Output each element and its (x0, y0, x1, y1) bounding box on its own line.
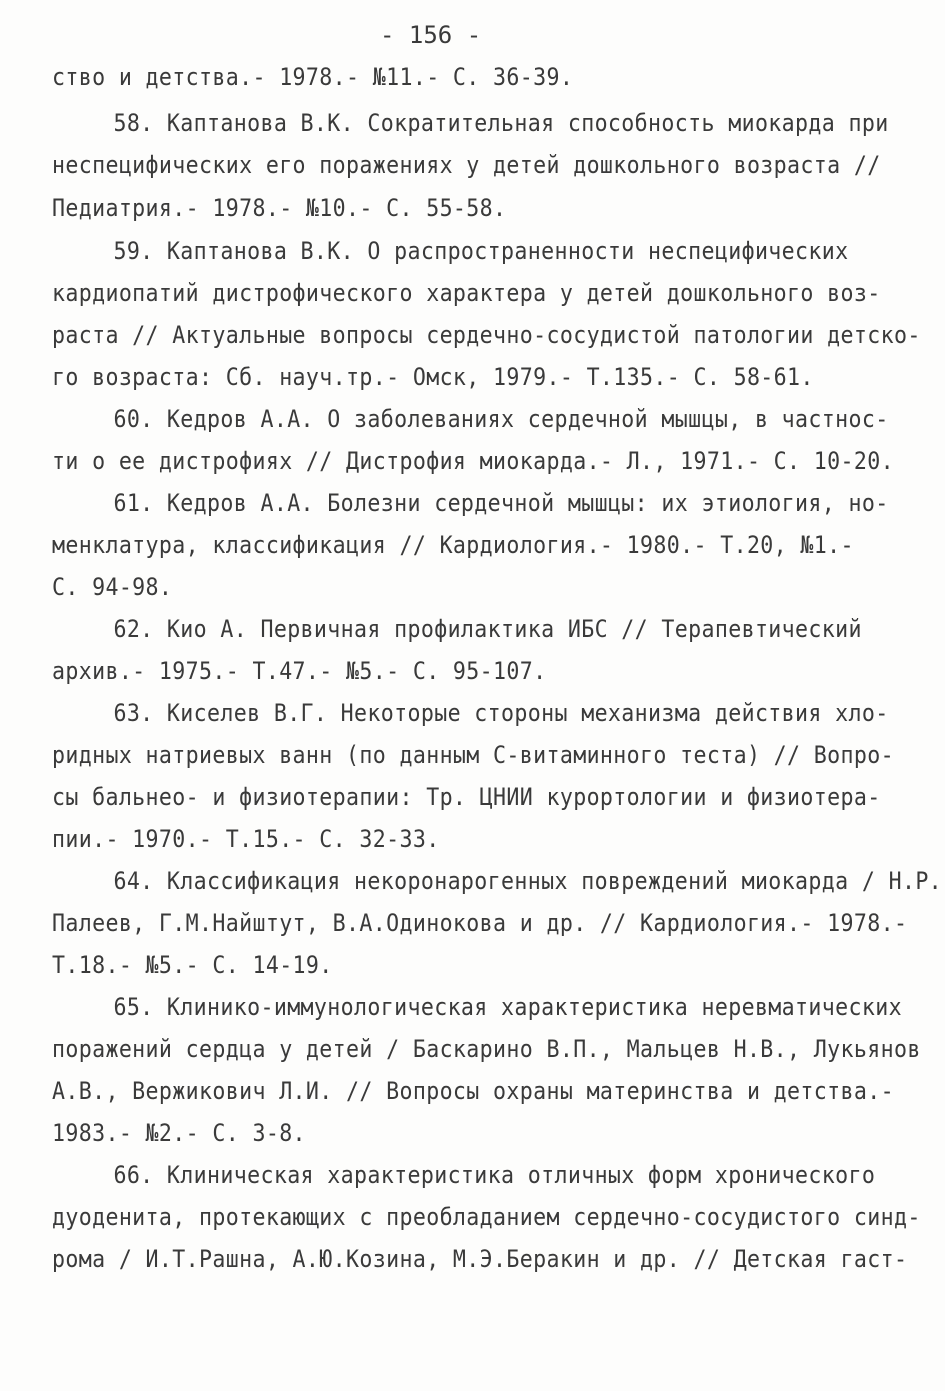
text-line: 64. Классификация некоронарогенных повреждений миокарда / Н.Р. (60, 867, 943, 895)
text-line: раста // Актуальные вопросы сердечно-сосудистой патологии детско- (52, 321, 921, 349)
text-line: неспецифических его поражениях у детей дошкольного возраста // (52, 151, 881, 179)
text-line: ство и детства.- 1978.- №11.- С. 36-39. (52, 63, 574, 91)
text-line: поражений сердца у детей / Баскарино В.П., Мальцев Н.В., Лукьянов (52, 1035, 921, 1063)
text-line: 60. Кедров А.А. О заболеваниях сердечной мышцы, в частнос- (60, 405, 889, 433)
text-line: рома / И.Т.Рашна, А.Ю.Козина, М.Э.Беракин и др. // Детская гаст- (52, 1245, 908, 1273)
text-line: С. 94-98. (52, 573, 173, 601)
text-line: сы бальнео- и физиотерапии: Тр. ЦНИИ курортологии и физиотера- (52, 783, 881, 811)
text-line: 65. Клинико-иммунологическая характеристика неревматических (60, 993, 902, 1021)
text-line: архив.- 1975.- Т.47.- №5.- С. 95-107. (52, 657, 547, 685)
text-line: Педиатрия.- 1978.- №10.- С. 55-58. (52, 194, 507, 222)
text-line: 58. Каптанова В.К. Сократительная способность миокарда при (60, 109, 889, 137)
page-number: - 156 - (380, 21, 482, 49)
text-line: пии.- 1970.- Т.15.- С. 32-33. (52, 825, 440, 853)
text-line: менклатура, классификация // Кардиология.- 1980.- Т.20, №1.- (52, 531, 854, 559)
text-line: 61. Кедров А.А. Болезни сердечной мышцы: их этиология, но- (60, 489, 889, 517)
text-line: го возраста: Сб. науч.тр.- Омск, 1979.- Т.135.- С. 58-61. (52, 363, 814, 391)
text-line: 59. Каптанова В.К. О распространенности неспецифических (60, 237, 849, 265)
text-line: 63. Киселев В.Г. Некоторые стороны механизма действия хло- (60, 699, 889, 727)
text-line: кардиопатий дистрофического характера у детей дошкольного воз- (52, 279, 881, 307)
text-line: ридных натриевых ванн (по данным С-витаминного теста) // Вопро- (52, 741, 894, 769)
text-line: А.В., Вержикович Л.И. // Вопросы охраны материнства и детства.- (52, 1077, 894, 1105)
text-line: 62. Кио А. Первичная профилактика ИБС // Терапевтический (60, 615, 862, 643)
text-line: дуоденита, протекающих с преобладанием сердечно-сосудистого синд- (52, 1203, 921, 1231)
text-line: ти о ее дистрофиях // Дистрофия миокарда.- Л., 1971.- С. 10-20. (52, 447, 894, 475)
text-line: Палеев, Г.М.Найштут, В.А.Одинокова и др. // Кардиология.- 1978.- (52, 909, 908, 937)
text-line: 66. Клиническая характеристика отличных форм хронического (60, 1161, 876, 1189)
text-line: 1983.- №2.- С. 3-8. (52, 1119, 306, 1147)
text-line: Т.18.- №5.- С. 14-19. (52, 951, 333, 979)
